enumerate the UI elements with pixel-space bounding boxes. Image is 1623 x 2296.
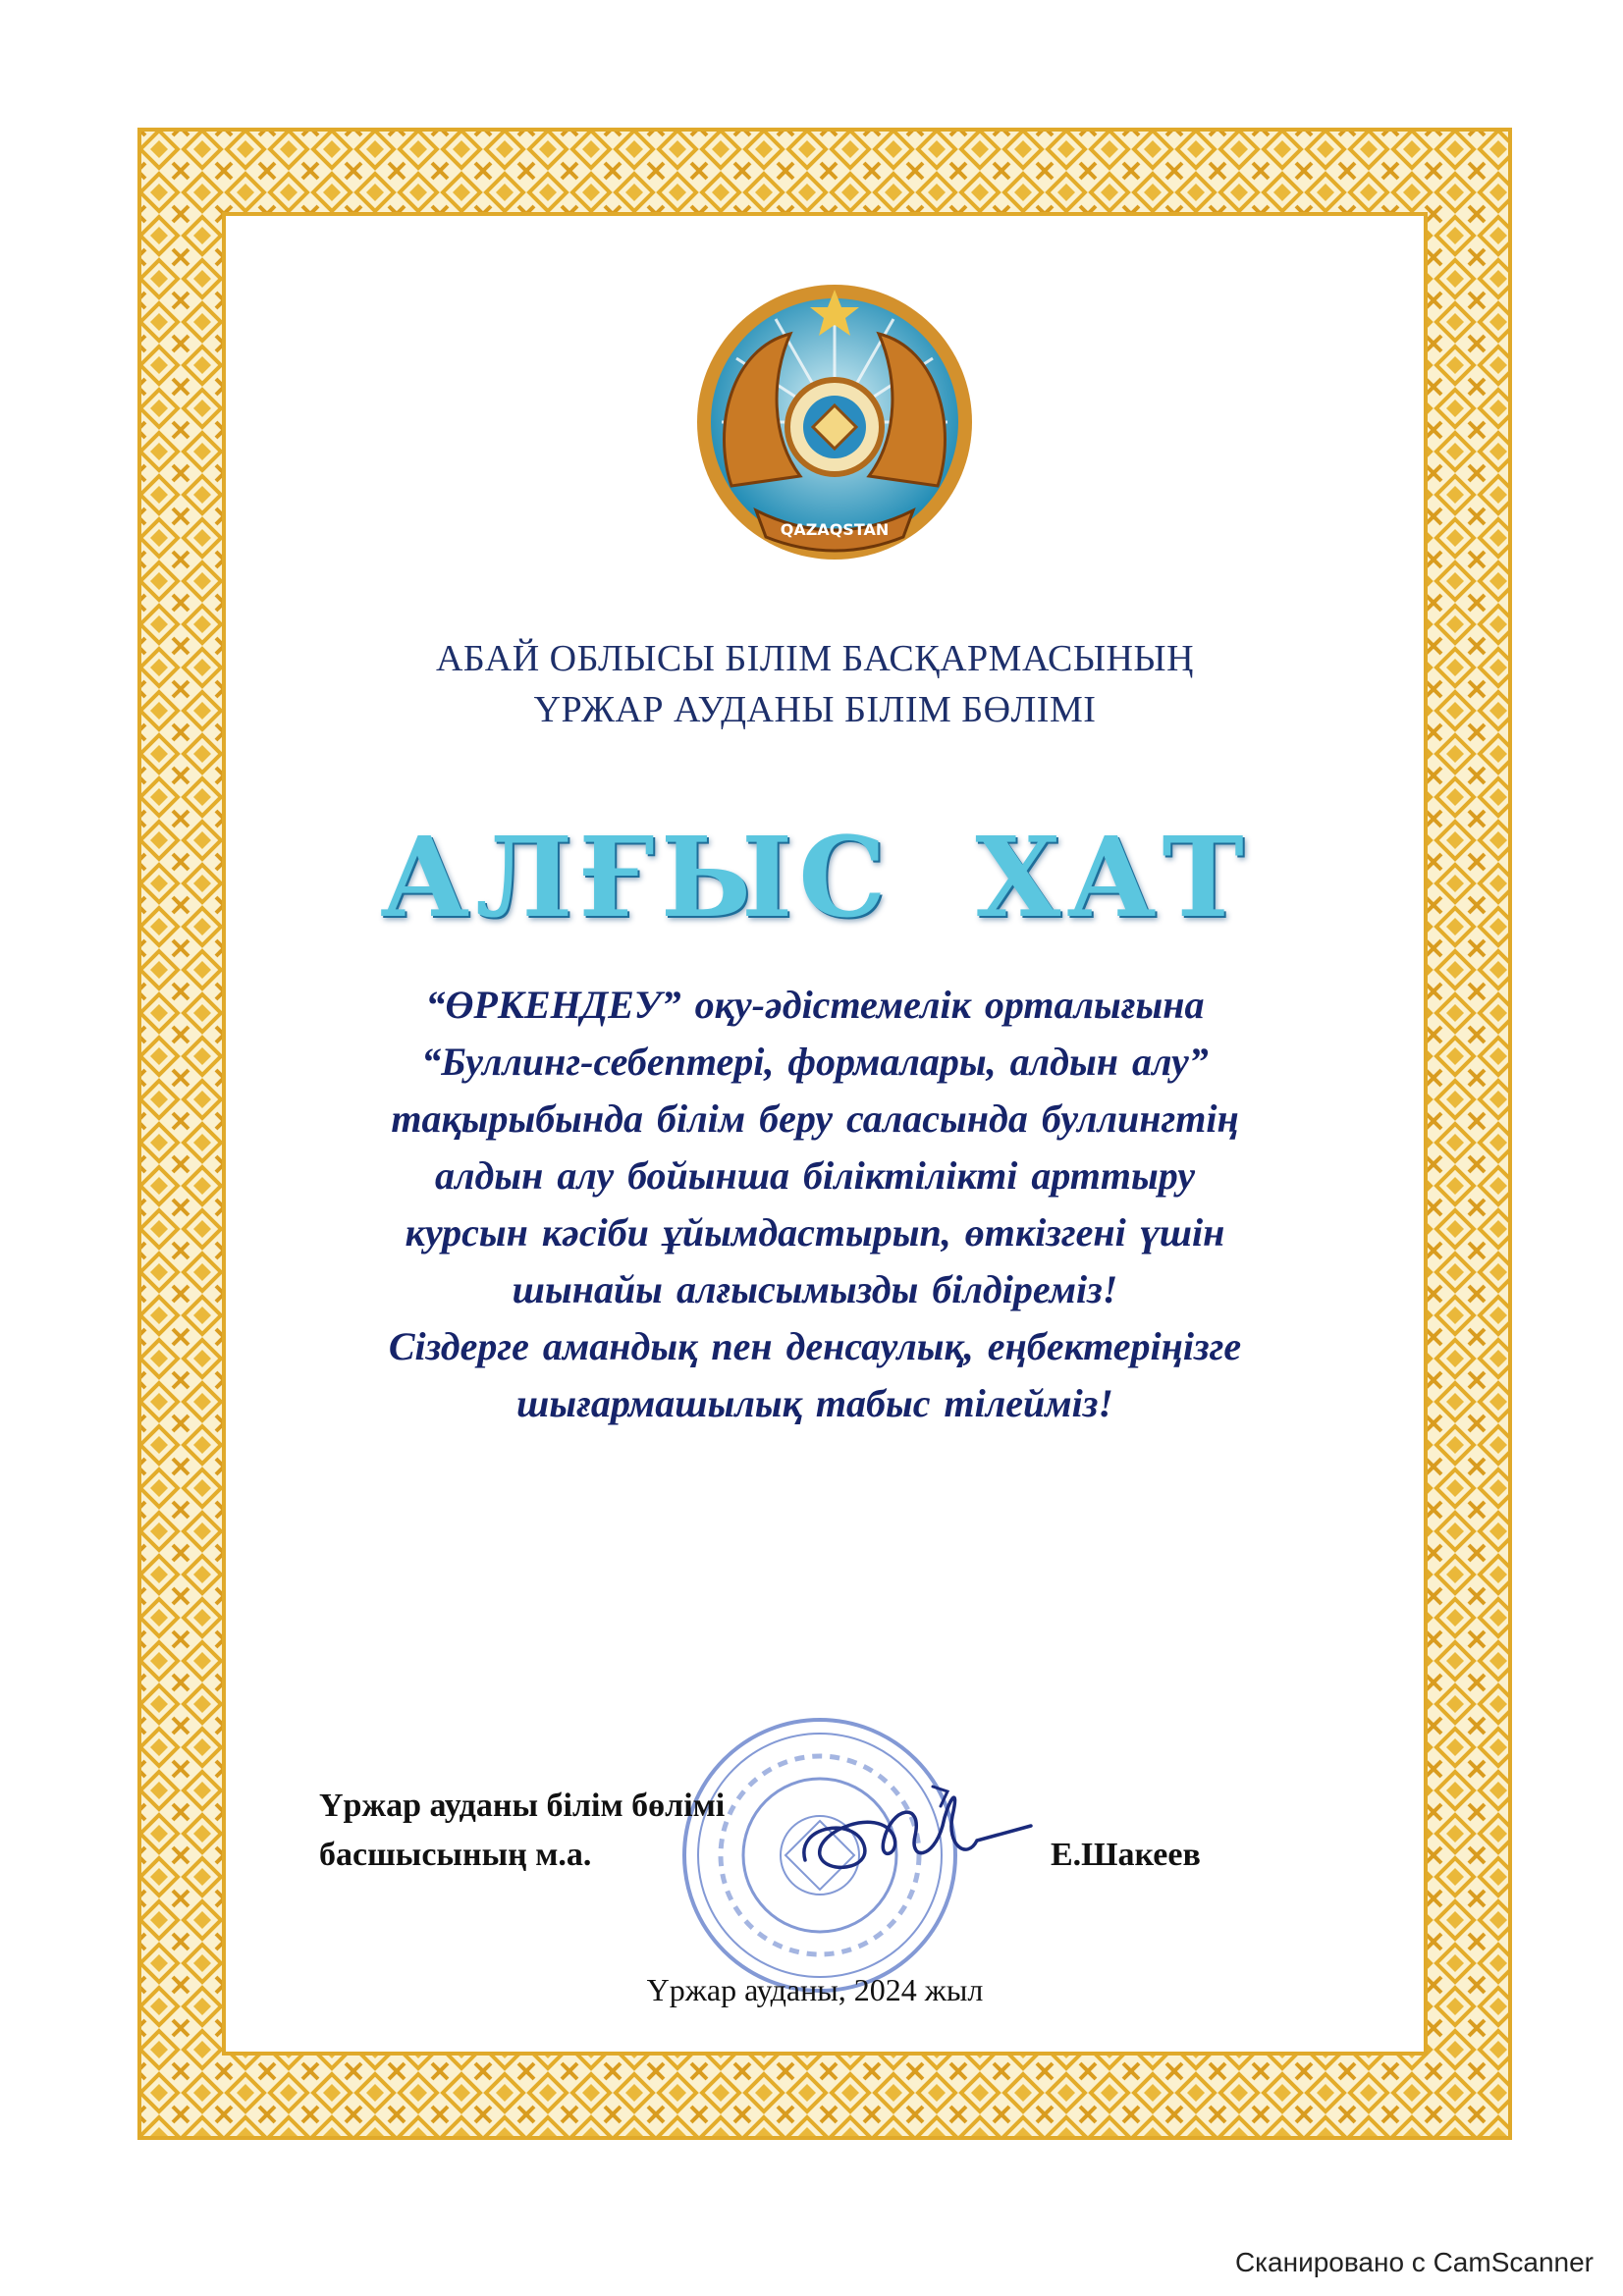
scanner-watermark: Сканировано с CamScanner — [1234, 2247, 1594, 2277]
place-and-year: Үржар ауданы, 2024 жыл — [646, 1972, 984, 2007]
signatory-role — [319, 1782, 725, 1880]
issuer-line-2: ҮРЖАР АУДАНЫ БІЛІМ БӨЛІМІ — [533, 689, 1097, 730]
letter-body — [236, 977, 1394, 1432]
body-line: “ӨРКЕНДЕУ” оқу-әдістемелік орталығына — [425, 983, 1205, 1027]
body-line: шынайы алғысымызды білдіреміз! — [512, 1267, 1118, 1311]
body-line: Сіздерге амандық пен денсаулық, еңбектеріңізге — [388, 1324, 1242, 1368]
svg-text:QAZAQSTAN: QAZAQSTAN — [780, 520, 890, 539]
handwritten-signature-icon — [785, 1767, 1041, 1914]
body-line: курсын кәсіби ұйымдастырып, өткізгені үшін — [405, 1210, 1225, 1255]
issuer-line-1: АБАЙ ОБЛЫСЫ БІЛІМ БАСҚАРМАСЫНЫҢ — [435, 638, 1195, 679]
signatory-role-line-1: Үржар ауданы білім бөлімі — [319, 1788, 726, 1824]
body-line: тақырыбында білім беру саласында буллингтің — [391, 1096, 1239, 1141]
signatory-name: Е.Шакеев — [1051, 1837, 1201, 1873]
issuer-heading — [226, 633, 1404, 735]
signatory-role-line-2: басшысының м.а. — [319, 1837, 592, 1873]
body-line: шығармашылық табыс тілейміз! — [516, 1381, 1113, 1425]
state-emblem-icon — [682, 280, 987, 564]
body-line: алдын алу бойынша біліктілікті арттыру — [434, 1153, 1196, 1198]
document-title: АЛҒЫС ХАТ — [380, 814, 1250, 942]
body-line: “Буллинг-себептері, формалары, алдын алу” — [421, 1040, 1209, 1084]
